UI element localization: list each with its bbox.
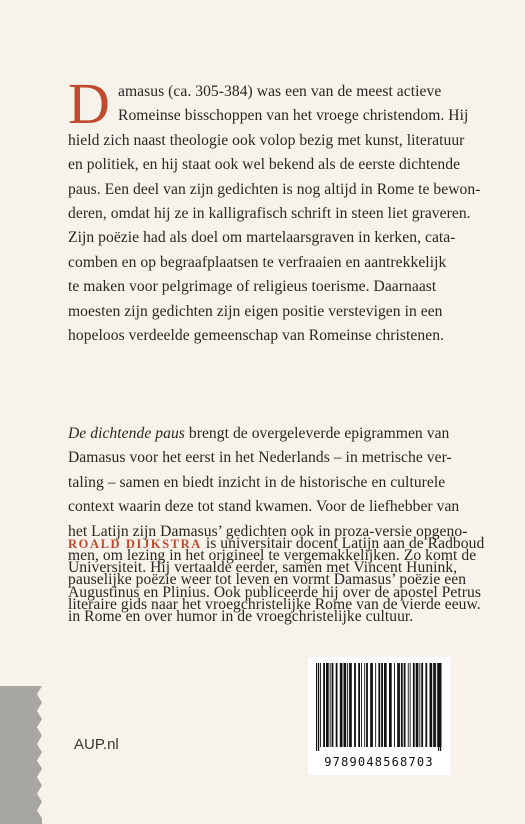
text-line — [68, 422, 476, 446]
text-fragment: is universitair docent Latijn aan de Radboud — [201, 535, 485, 552]
barcode-bar — [340, 663, 343, 747]
text-line: deren, omdat hij ze in kalligrafisch schrift in steen liet graveren. — [68, 205, 471, 223]
barcode-bar — [354, 663, 356, 747]
isbn-barcode — [308, 657, 450, 775]
barcode-bar — [430, 663, 433, 747]
barcode-bar — [389, 663, 392, 747]
text-line: Universiteit. Hij vertaalde eerder, samen met Vincent Hunink, — [68, 559, 458, 577]
barcode-bars — [308, 657, 450, 755]
text-line: Augustinus en Plinius. Ook publiceerde hij over de apostel Petrus — [68, 583, 481, 601]
barcode-guard-bar — [316, 663, 317, 751]
text-line: het Latijn zijn Damasus’ gedichten ook in proza-versie opgeno- — [68, 522, 468, 540]
text-line: Romeinse bisschoppen van het vroege christendom. Hij — [118, 107, 469, 125]
barcode-bar — [413, 663, 415, 747]
barcode-bar — [408, 663, 409, 747]
barcode-bar — [397, 663, 400, 747]
text-line: hopeloos verdeelde gemeenschap van Romeinse christenen. — [68, 327, 445, 345]
text-line: en politiek, en hij staat ook wel bekend als de eerste dichtende — [68, 156, 461, 174]
publisher-stamp-edge — [0, 686, 42, 824]
barcode-bar — [336, 663, 338, 747]
text-line: taling – samen en biedt inzicht in de historische en culturele — [68, 473, 446, 491]
barcode-bar — [419, 663, 420, 747]
author-name: ROALD DIJKSTRA — [68, 537, 202, 551]
barcode-bar — [361, 663, 362, 747]
barcode-bar — [425, 663, 427, 747]
barcode-bar — [364, 663, 365, 747]
text-line: hield zich naast theologie ook volop bezig met kunst, literatuur — [68, 131, 465, 149]
text-line: in Rome en over humor in de vroegchristelijke cultuur. — [68, 608, 414, 626]
barcode-bar — [394, 663, 395, 747]
barcode-bar — [370, 663, 373, 747]
isbn-number: 9789048568703 — [324, 755, 434, 769]
barcode-guard-bar — [438, 663, 439, 751]
barcode-bar — [326, 663, 329, 747]
barcode-bar — [381, 663, 383, 747]
text-line: Damasus voor het eerst in het Nederlands – in metrische ver- — [68, 449, 452, 467]
paragraph-author-bio — [68, 532, 485, 630]
text-line: moesten zijn gedichten zijn eigen positie verstevigen in een — [68, 302, 443, 320]
publisher-url: AUP.nl — [74, 736, 119, 753]
barcode-bar — [401, 663, 403, 747]
text-line: te maken voor pelgrimage of religieus toerisme. Daarnaast — [68, 278, 437, 296]
barcode-bar — [323, 663, 325, 747]
barcode-bar — [330, 663, 331, 747]
text-line: men, om lezing in het origineel te vergemakkelijken. Zo komt de — [68, 547, 477, 565]
paragraph-intro — [68, 71, 481, 348]
text-line: Zijn poëzie had als doel om martelaarsgraven in kerken, cata- — [68, 229, 456, 247]
text-line: paus. Een deel van zijn gedichten is nog altijd in Rome te bewon- — [68, 180, 481, 198]
barcode-bar — [410, 663, 411, 747]
barcode-bar — [320, 663, 321, 747]
text-line: amasus (ca. 305-384) was een van de meest actieve — [118, 83, 442, 100]
drop-cap: D — [68, 71, 110, 136]
barcode-bar — [344, 663, 347, 747]
barcode-bar — [384, 663, 387, 747]
barcode-guard-bar — [440, 663, 441, 751]
barcode-bar — [378, 663, 380, 747]
text-line: literaire gids naar het vroegchristelijke Rome van de vierde eeuw. — [68, 595, 481, 613]
barcode-bar — [421, 663, 423, 747]
text-line: pauselijke poëzie weer tot leven en vormt Damasus’ poëzie een — [68, 571, 467, 589]
text-fragment: brengt de overgeleverde epigrammen van — [184, 425, 450, 442]
barcode-bar — [358, 663, 360, 747]
barcode-bar — [347, 663, 348, 747]
barcode-guard-bar — [318, 663, 319, 751]
book-title: De dichtende paus — [68, 425, 185, 442]
barcode-bar — [375, 663, 376, 747]
barcode-bar — [366, 663, 368, 747]
barcode-bar — [416, 663, 419, 747]
text-line: context waarin deze tot stand kwamen. Voor de liefhebber van — [68, 498, 460, 516]
text-line: comben en op begraafplaatsen te verfraaien en aantrekkelijk — [68, 253, 447, 271]
barcode-bar — [404, 663, 406, 747]
barcode-bar — [349, 663, 352, 747]
barcode-bar — [433, 663, 436, 747]
barcode-bar — [332, 663, 334, 747]
barcode-bar — [437, 663, 438, 747]
